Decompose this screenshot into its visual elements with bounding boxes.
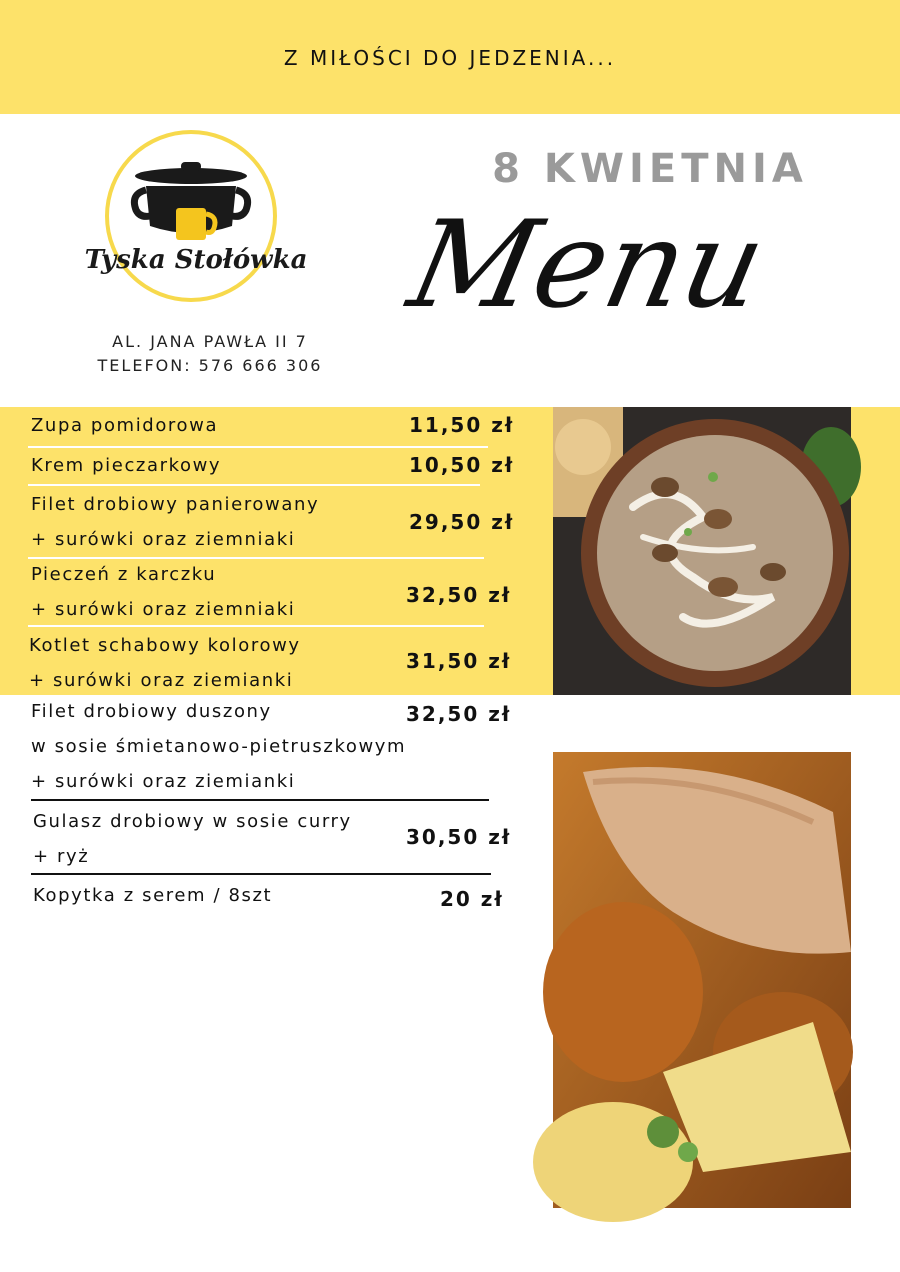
logo-brand-text: Tyska Stołówka [84,245,308,275]
separator [28,625,484,627]
restaurant-logo [86,128,316,308]
menu-item-desc: + ryż [33,846,90,867]
separator [28,446,488,448]
menu-item-price: 31,50 zł [406,649,512,673]
address-street: AL. JANA PAWŁA II 7 [112,332,308,351]
mushroom-soup-photo [553,407,851,695]
menu-item-desc: + surówki oraz ziemianki [31,771,296,792]
menu-item-price: 32,50 zł [406,702,512,726]
menu-item-name: Krem pieczarkowy [31,455,222,476]
menu-item-price: 11,50 zł [409,413,515,437]
menu-title-text: Menu [398,194,777,335]
menu-item-price: 20 zł [440,887,504,911]
menu-item-price: 29,50 zł [409,510,515,534]
menu-item-desc: w sosie śmietanowo-pietruszkowym [31,736,407,757]
separator [31,799,489,801]
separator [28,484,480,486]
menu-item-price: 32,50 zł [406,583,512,607]
menu-item-name: Pieczeń z karczku [31,564,217,585]
menu-item-name: Filet drobiowy panierowany [31,494,320,515]
menu-date: 8 KWIETNIA [492,146,808,192]
menu-item-name: Gulasz drobiowy w sosie curry [33,811,352,832]
separator [28,557,484,559]
menu-item-name: Filet drobiowy duszony [31,701,272,722]
menu-item-price: 10,50 zł [409,453,515,477]
menu-title [398,194,777,376]
tagline: Z MIŁOŚCI DO JEDZENIA... [283,46,617,70]
separator [31,873,491,875]
menu-item-name: Zupa pomidorowa [31,415,219,436]
address-phone: TELEFON: 576 666 306 [97,356,323,375]
menu-item-price: 30,50 zł [406,825,512,849]
menu-item-desc: + surówki oraz ziemniaki [31,599,296,620]
menu-item-desc: + surówki oraz ziemianki [29,670,294,691]
menu-item-desc: + surówki oraz ziemniaki [31,529,296,550]
menu-item-name: Kotlet schabowy kolorowy [29,635,301,656]
menu-item-name: Kopytka z serem / 8szt [33,885,273,906]
breaded-chicken-photo [553,752,851,1208]
